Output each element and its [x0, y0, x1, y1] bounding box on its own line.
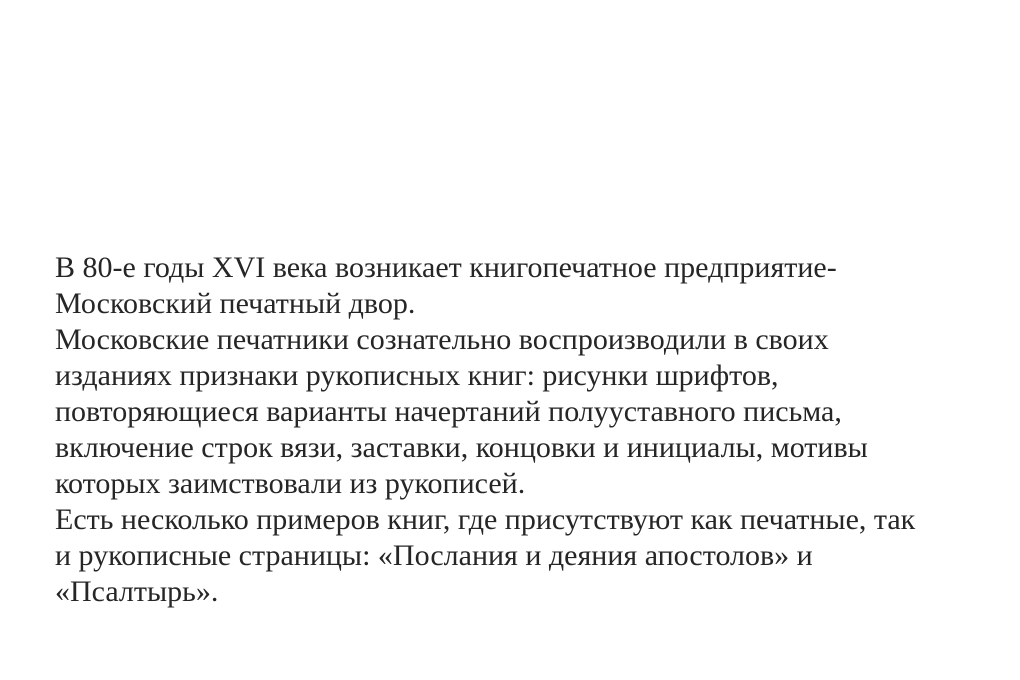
text-line: Московские печатники сознательно воспроизводили в своих	[55, 323, 829, 356]
text-line: повторяющиеся варианты начертаний полууставного письма,	[55, 395, 842, 428]
body-text	[55, 250, 985, 610]
text-line: Есть несколько примеров книг, где присутствуют как печатные, так	[55, 503, 916, 536]
text-line: изданиях признаки рукописных книг: рисунки шрифтов,	[55, 359, 779, 392]
text-line: В 80-е годы XVI века возникает книгопечатное предприятие-	[55, 251, 837, 284]
text-line: «Псалтырь».	[55, 575, 219, 608]
text-line: включение строк вязи, заставки, концовки и инициалы, мотивы	[55, 431, 868, 464]
text-line: Московский печатный двор.	[55, 287, 416, 320]
text-line: которых заимствовали из рукописей.	[55, 467, 526, 500]
text-line: и рукописные страницы: «Послания и деяния апостолов» и	[55, 539, 813, 572]
